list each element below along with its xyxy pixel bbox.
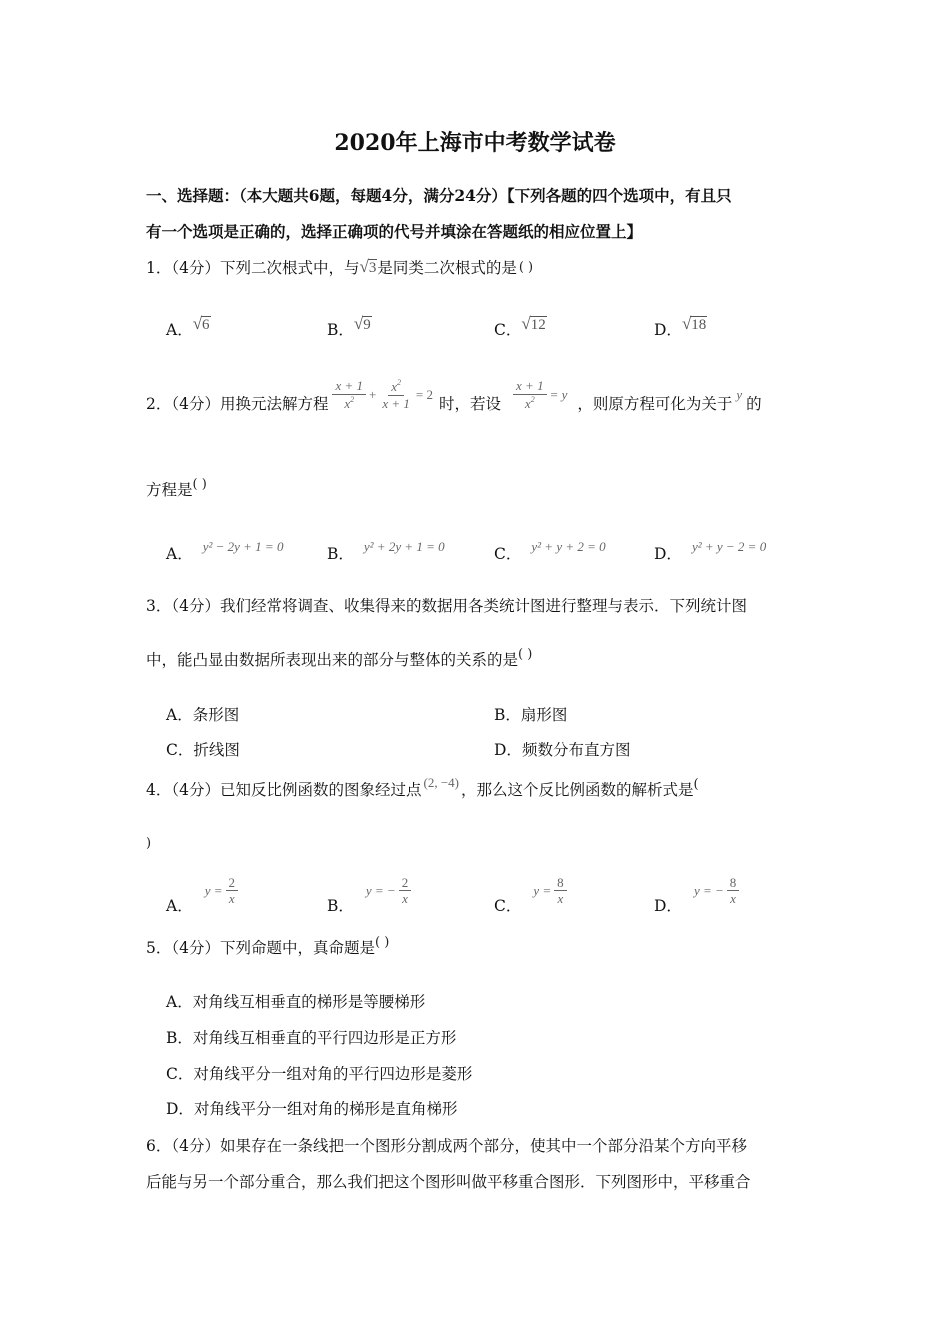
sub-rhs: = y: [549, 387, 568, 402]
q4-option-b[interactable]: [327, 872, 411, 916]
eq-frac-1: $\frac{x + 1}{x^2}$: [332, 379, 366, 410]
q3-option-d-label: D．: [494, 741, 522, 759]
q4-option-d-formula: [694, 876, 739, 906]
question-1-answer-paren: ( ): [518, 259, 534, 275]
question-4: [146, 775, 699, 800]
question-2-prefix: 2．（4分）用换元法解方程: [146, 395, 329, 413]
q4-option-c-num: 8: [554, 876, 567, 892]
q3-option-b-text: 扇形图: [520, 706, 568, 724]
question-6-line1: 6．（4分）如果存在一条线把一个图形分割成两个部分，使其中一个部分沿某个方向平移: [146, 1137, 747, 1155]
q2-option-a-expr: y² − 2y + 1 = 0: [202, 539, 284, 554]
eq-frac-2-num: x: [391, 379, 398, 395]
q1-option-a-label: A．: [166, 321, 193, 339]
question-2-mid: 时，若设: [439, 395, 502, 413]
eq-frac-2: $\frac{x^2}{x + 1}$: [379, 379, 413, 410]
q3-option-c-text: 折线图: [193, 741, 240, 759]
q5-option-a-label: A．: [166, 993, 193, 1011]
q2-option-b-expr: y² + 2y + 1 = 0: [363, 539, 445, 554]
q4-option-d-den: x: [730, 891, 736, 907]
q4-option-b-formula: [366, 876, 411, 906]
question-2-substitution: [513, 379, 567, 410]
question-2-suffix2: 的: [746, 395, 762, 413]
q4-option-b-label: B．: [327, 897, 354, 915]
q2-option-a[interactable]: [166, 539, 284, 564]
q3-option-b-label: B．: [494, 706, 521, 724]
q2-option-b-label: B．: [327, 545, 354, 563]
q4-option-a[interactable]: [166, 872, 238, 916]
q5-option-a-text: 对角线互相垂直的梯形是等腰梯形: [192, 993, 426, 1011]
sub-frac-den: x: [524, 396, 531, 411]
q5-option-d-label: D．: [166, 1100, 194, 1118]
question-5-answer-paren: ( ): [374, 934, 390, 950]
q1-option-b[interactable]: [327, 313, 372, 340]
q5-option-b[interactable]: [166, 1026, 456, 1048]
q4-option-b-lhs: y = −: [365, 882, 396, 898]
q1-option-d-sqrt: √ 18: [681, 313, 707, 333]
q2-option-d-label: D．: [654, 545, 682, 563]
q1-option-a-sqrt: √ 6: [192, 313, 210, 333]
question-4-suffix: ，那么这个反比例函数的解析式是: [460, 781, 694, 799]
eq-rhs: = 2: [415, 387, 434, 402]
eq-plus: +: [369, 387, 377, 402]
q1-option-c-radicand: 12: [530, 316, 546, 333]
q1-option-d-label: D．: [654, 321, 682, 339]
question-2-line2-text: 方程是: [146, 481, 193, 499]
question-5-prefix: 5．（4分）下列命题中，真命题是: [146, 939, 375, 957]
q1-option-d-radicand: 18: [691, 316, 707, 333]
sqrt-3: √ 3: [359, 256, 377, 276]
q1-option-d[interactable]: [654, 313, 707, 340]
q4-option-c-lhs: y =: [533, 882, 552, 898]
question-1: [146, 256, 533, 278]
question-3-line2: [146, 648, 532, 670]
q4-option-a-num: 2: [226, 876, 239, 892]
q2-option-a-label: A．: [166, 545, 193, 563]
q2-option-b[interactable]: [327, 539, 445, 564]
q4-option-d-lhs: y = −: [693, 882, 724, 898]
q3-option-b[interactable]: [494, 703, 567, 725]
q2-option-c-expr: y² + y + 2 = 0: [531, 539, 606, 554]
q4-option-a-lhs: y =: [204, 882, 223, 898]
question-1-suffix: 是同类二次根式的是: [377, 259, 517, 277]
q3-option-c[interactable]: [166, 738, 240, 760]
sqrt-3-radicand: 3: [368, 259, 377, 276]
section-heading-line2: 有一个选项是正确的，选择正确项的代号并填涂在答题纸的相应位置上】: [146, 222, 643, 241]
q1-option-b-radicand: 9: [363, 316, 371, 333]
question-2-equation: [332, 379, 433, 410]
q4-option-c-formula: [533, 876, 566, 906]
eq-frac-1-den: x: [344, 396, 351, 411]
q4-option-a-den: x: [228, 891, 235, 907]
q4-option-c-den: x: [557, 891, 564, 907]
q4-option-d-label: D．: [654, 897, 682, 915]
sub-frac: $\frac{x + 1}{x^2}$: [513, 379, 547, 410]
q2-option-d-expr: y² + y − 2 = 0: [691, 539, 767, 554]
q1-option-c-sqrt: √ 12: [521, 313, 546, 333]
q1-option-c-label: C．: [494, 321, 522, 339]
q5-option-c-text: 对角线平分一组对角的平行四边形是菱形: [193, 1065, 473, 1083]
q5-option-c[interactable]: [166, 1062, 472, 1084]
question-3-answer-paren: ( ): [518, 646, 533, 662]
question-2-answer-paren: ( ): [192, 476, 207, 492]
q4-option-a-label: A．: [166, 897, 193, 915]
q4-option-d-num: 8: [727, 876, 740, 892]
question-3-line2-text: 中，能凸显由数据所表现出来的部分与整体的关系的是: [146, 651, 519, 669]
q4-option-c[interactable]: [494, 872, 567, 916]
q4-option-a-formula: [205, 876, 238, 906]
q5-option-b-text: 对角线互相垂直的平行四边形是正方形: [192, 1029, 457, 1047]
q5-option-b-label: B．: [166, 1029, 193, 1047]
q3-option-a-label: A．: [166, 706, 193, 724]
q4-option-b-num: 2: [399, 876, 412, 892]
page-title: 2020年上海市中考数学试卷: [334, 130, 616, 156]
q4-option-b-den: x: [402, 891, 408, 907]
q3-option-a[interactable]: [166, 703, 239, 725]
q5-option-d[interactable]: [166, 1097, 457, 1119]
question-2: [146, 372, 762, 418]
q3-option-c-label: C．: [166, 741, 194, 759]
q5-option-a[interactable]: [166, 990, 425, 1012]
sub-frac-num: x + 1: [513, 379, 547, 395]
q2-option-c[interactable]: [494, 539, 606, 564]
eq-frac-1-num: x + 1: [332, 379, 366, 395]
q5-option-d-text: 对角线平分一组对角的梯形是直角梯形: [193, 1100, 458, 1118]
q4-option-c-label: C．: [494, 897, 522, 915]
q1-option-a-radicand: 6: [202, 316, 210, 333]
question-3-line1: 3．（4分）我们经常将调查、收集得来的数据用各类统计图进行整理与表示．下列统计图: [146, 597, 747, 615]
question-4-prefix: 4．（4分）已知反比例函数的图象经过点: [146, 781, 422, 799]
q3-option-a-text: 条形图: [192, 706, 240, 724]
q5-option-c-label: C．: [166, 1065, 194, 1083]
question-1-prefix: 1．（4分）下列二次根式中，与: [146, 259, 360, 277]
question-4-paren-open: (: [693, 776, 699, 792]
q1-option-a[interactable]: [166, 313, 211, 340]
q4-option-d[interactable]: [654, 872, 739, 916]
q1-option-b-label: B．: [327, 321, 354, 339]
question-6-line2: 后能与另一个部分重合，那么我们把这个图形叫做平移重合图形．下列图形中，平移重合: [146, 1173, 751, 1191]
question-2-suffix: ，则原方程可化为关于: [577, 395, 733, 413]
section-heading-line1: 一、选择题：（本大题共6题，每题4分，满分24分）【下列各题的四个选项中，有且只: [146, 186, 732, 205]
eq-frac-2-den: x + 1: [382, 396, 410, 411]
q1-option-c[interactable]: [494, 313, 547, 340]
question-4-paren-close: ): [146, 836, 152, 851]
q1-option-b-sqrt: √ 9: [353, 313, 371, 333]
question-2-line2: [146, 478, 207, 500]
q2-option-d[interactable]: [654, 539, 767, 564]
q3-option-d-text: 频数分布直方图: [521, 741, 631, 759]
q2-option-c-label: C．: [494, 545, 522, 563]
q3-option-d[interactable]: [494, 738, 630, 760]
question-2-var: y: [736, 387, 743, 402]
question-5: [146, 936, 389, 958]
question-4-point: (2, −4): [423, 775, 459, 790]
